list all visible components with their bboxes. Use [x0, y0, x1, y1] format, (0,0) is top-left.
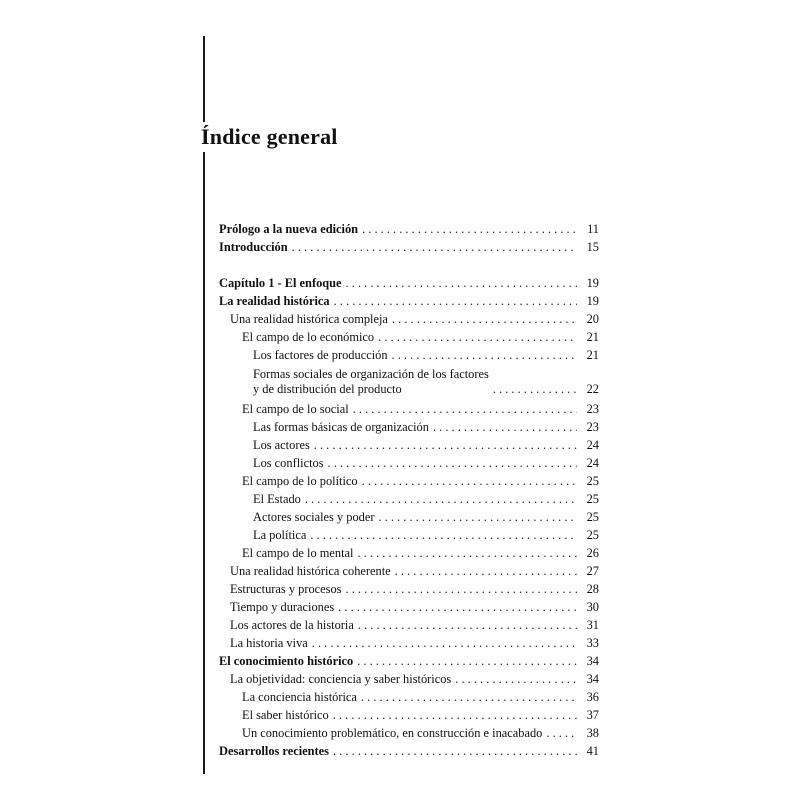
toc-entry-label: El campo de lo político — [242, 474, 358, 488]
toc-entry-page: 27 — [586, 564, 599, 578]
toc-entry-campo-social[interactable] — [242, 399, 599, 417]
toc-entry-campo-mental[interactable] — [242, 543, 599, 561]
toc-entry-label: Desarrollos recientes — [219, 744, 329, 758]
leader-dots — [451, 672, 577, 687]
leader-dots — [288, 240, 577, 255]
toc-entry-page: 33 — [586, 636, 599, 650]
toc-entry-page: 38 — [586, 726, 599, 740]
page-title: Índice general — [201, 124, 338, 149]
toc-entry-page: 19 — [586, 294, 599, 308]
toc-entry-label: Introducción — [219, 240, 288, 254]
toc-entry-label: La política — [253, 528, 307, 542]
toc-entry-page: 21 — [586, 330, 599, 344]
toc-entry-page: 30 — [586, 600, 599, 614]
leader-dots — [354, 618, 577, 633]
leader-dots — [489, 382, 577, 397]
leader-dots — [388, 348, 577, 363]
toc-entry-label: Una realidad histórica compleja — [230, 312, 388, 326]
toc-entry-page: 20 — [586, 312, 599, 326]
toc-entry-conciencia-historica[interactable] — [242, 687, 599, 705]
leader-dots — [329, 744, 577, 759]
toc-entry-label: La realidad histórica — [219, 294, 330, 308]
toc-entry-objetividad[interactable] — [230, 669, 599, 687]
toc-entry-el-estado[interactable] — [253, 489, 599, 507]
leader-dots — [330, 294, 577, 309]
toc-entry-page: 24 — [586, 456, 599, 470]
toc-entry-page: 25 — [586, 474, 599, 488]
leader-dots — [349, 402, 577, 417]
toc-entry-conocimiento-historico[interactable] — [219, 651, 599, 669]
leader-dots — [308, 636, 577, 651]
toc-entry-page: 22 — [586, 382, 599, 396]
leader-dots — [329, 708, 577, 723]
leader-dots — [353, 654, 577, 669]
toc-entry-page: 25 — [586, 528, 599, 542]
leader-dots — [358, 222, 577, 237]
toc-entry-page: 36 — [586, 690, 599, 704]
toc-entry-label: Las formas básicas de organización — [253, 420, 429, 434]
toc-entry-capitulo-1[interactable] — [219, 273, 599, 291]
leader-dots — [306, 528, 577, 543]
toc-entry-page: 28 — [586, 582, 599, 596]
toc-entry-formas-basicas[interactable] — [253, 417, 599, 435]
toc-entry-label: Una realidad histórica coherente — [230, 564, 391, 578]
toc-entry-estructuras-procesos[interactable] — [230, 579, 599, 597]
toc-entry-page: 23 — [586, 402, 599, 416]
leader-dots — [342, 276, 577, 291]
toc-entry-page: 23 — [586, 420, 599, 434]
leader-dots — [388, 312, 577, 327]
toc-entry-page: 26 — [586, 546, 599, 560]
leader-dots — [374, 330, 577, 345]
leader-dots — [334, 600, 577, 615]
toc-entry-page: 21 — [586, 348, 599, 362]
toc-entry-label: La objetividad: conciencia y saber históricos — [230, 672, 452, 686]
toc-entry-historia-viva[interactable] — [230, 633, 599, 651]
toc-entry-la-politica[interactable] — [253, 525, 599, 543]
toc-entry-page: 11 — [587, 222, 599, 236]
toc-entry-factores-produccion[interactable] — [253, 345, 599, 363]
leader-dots — [358, 474, 577, 489]
toc-entry-page: 25 — [586, 510, 599, 524]
leader-dots — [429, 420, 577, 435]
toc-entry-label: Estructuras y procesos — [230, 582, 342, 596]
toc-entry-label: El campo de lo social — [242, 402, 349, 416]
toc-entry-page: 25 — [586, 492, 599, 506]
toc-entry-prologo[interactable] — [219, 219, 599, 237]
toc-entry-label: Tiempo y duraciones — [230, 600, 335, 614]
toc-entry-los-conflictos[interactable] — [253, 453, 599, 471]
toc-entry-label: El Estado — [253, 492, 301, 506]
toc-entry-page: 41 — [586, 744, 599, 758]
toc-entry-page: 34 — [586, 654, 599, 668]
leader-dots — [301, 492, 577, 507]
toc-entry-page: 31 — [586, 618, 599, 632]
toc-entry-label: La conciencia histórica — [242, 690, 357, 704]
toc-entry-label: Los factores de producción — [253, 348, 388, 362]
toc-entry-label: Capítulo 1 - El enfoque — [219, 276, 342, 290]
toc-entry-label-line-1: Formas sociales de organización de los factores — [253, 367, 489, 381]
leader-dots — [310, 438, 577, 453]
toc-entry-campo-politico[interactable] — [242, 471, 599, 489]
toc-entry-conocimiento-problematico[interactable] — [242, 723, 599, 741]
toc-entry-label: Prólogo a la nueva edición — [219, 222, 359, 236]
toc-entry-page: 37 — [586, 708, 599, 722]
toc-entry-label: Los actores — [253, 438, 310, 452]
toc-entry-label: Los conflictos — [253, 456, 324, 470]
toc-entry-label: Un conocimiento problemático, en construcción e inacabado — [242, 726, 543, 740]
leader-dots — [391, 564, 577, 579]
toc-entry-saber-historico[interactable] — [242, 705, 599, 723]
toc-entry-label: El saber histórico — [242, 708, 329, 722]
leader-dots — [542, 726, 577, 741]
toc-entry-label: La historia viva — [230, 636, 308, 650]
toc-entry-label — [253, 367, 489, 397]
leader-dots — [357, 690, 577, 705]
toc-entry-tiempo-duraciones[interactable] — [230, 597, 599, 615]
leader-dots — [324, 456, 577, 471]
toc-entry-los-actores[interactable] — [253, 435, 599, 453]
leader-dots — [353, 546, 577, 561]
toc-entry-page: 19 — [586, 276, 599, 290]
vertical-rule-bottom — [203, 152, 205, 774]
toc-entry-realidad-coherente[interactable] — [230, 561, 599, 579]
vertical-rule-top — [203, 36, 205, 122]
toc-entry-page: 15 — [586, 240, 599, 254]
toc-entry-page: 24 — [586, 438, 599, 452]
toc-entry-campo-economico[interactable] — [242, 327, 599, 345]
toc-entry-realidad-compleja[interactable] — [230, 309, 599, 327]
toc-entry-label: El conocimiento histórico — [219, 654, 354, 668]
toc-entry-label: El campo de lo económico — [242, 330, 375, 344]
toc-entry-introduccion[interactable] — [219, 237, 599, 255]
toc-entry-realidad-historica[interactable] — [219, 291, 599, 309]
toc-entry-label-line-2: y de distribución del producto — [253, 382, 402, 396]
toc-entry-desarrollos-recientes[interactable] — [219, 741, 599, 759]
toc-entry-formas-sociales[interactable] — [253, 363, 599, 397]
toc-entry-actores-historia[interactable] — [230, 615, 599, 633]
toc-entry-page: 34 — [586, 672, 599, 686]
leader-dots — [374, 510, 577, 525]
leader-dots — [342, 582, 578, 597]
toc-entry-actores-poder[interactable] — [253, 507, 599, 525]
toc-entry-label: Actores sociales y poder — [253, 510, 375, 524]
toc-entry-label: El campo de lo mental — [242, 546, 354, 560]
toc-entry-label: Los actores de la historia — [230, 618, 354, 632]
